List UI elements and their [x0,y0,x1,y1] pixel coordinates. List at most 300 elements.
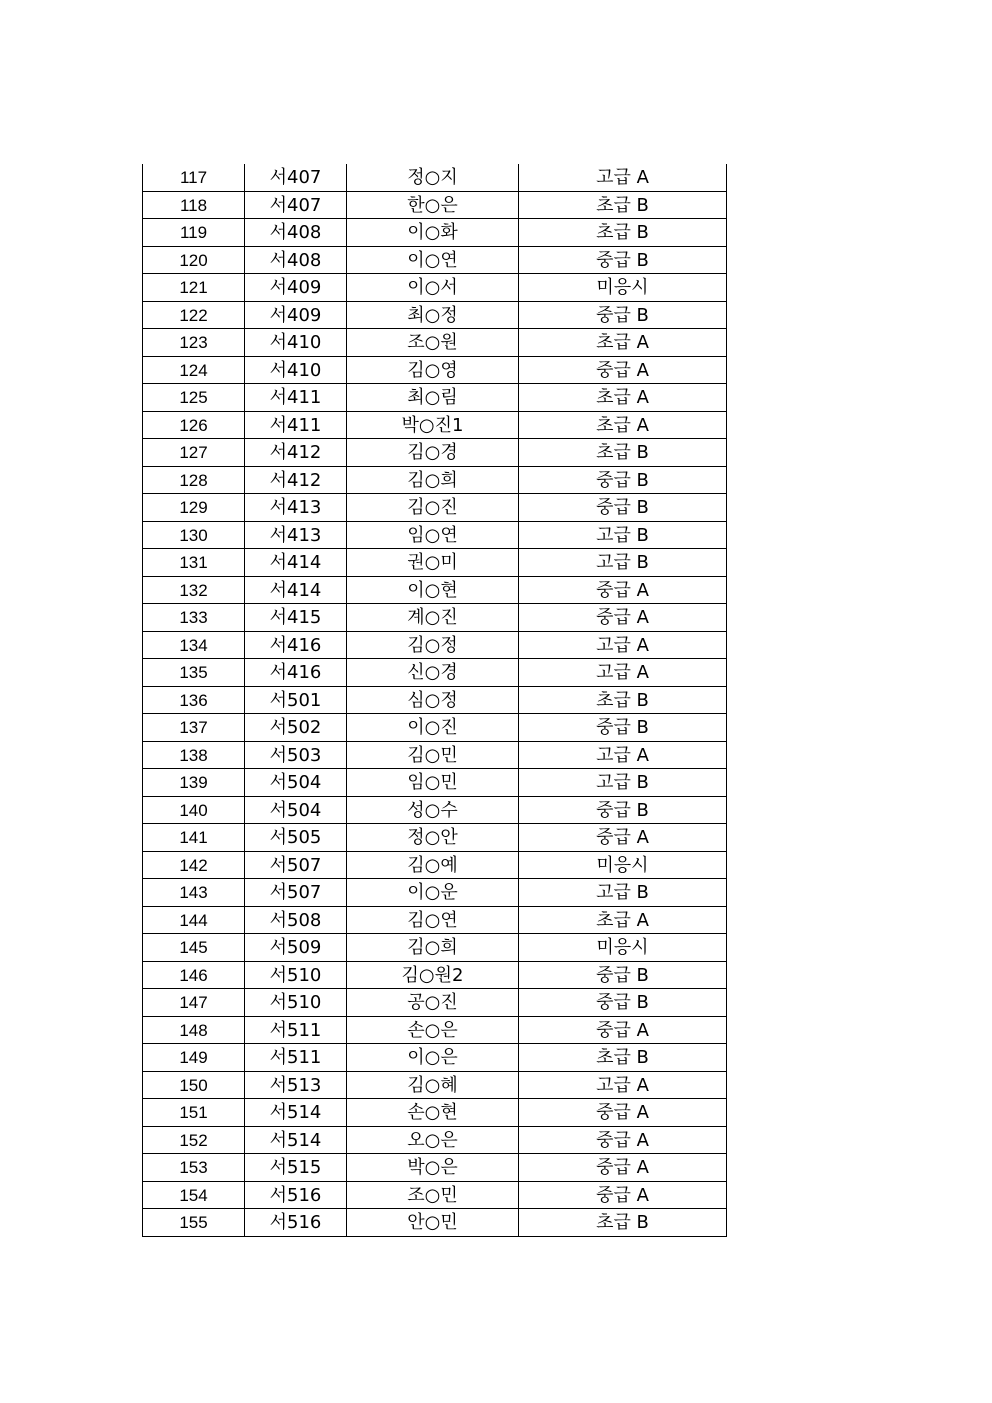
name-cell [347,411,519,439]
level-cell-text: 미응시 [596,277,649,299]
row-number-cell [143,191,245,219]
row-number-cell-text: 122 [179,305,208,325]
room-cell-text: 서516 [269,1184,322,1206]
room-cell-text: 서501 [269,689,322,711]
room-cell [245,521,347,549]
name-cell-text: 이○운 [407,882,458,904]
level-cell [519,989,727,1017]
name-cell-text: 이○서 [407,277,458,299]
row-number-cell [143,356,245,384]
room-cell [245,604,347,632]
table-row [143,466,727,494]
level-cell-text: 중급 B [596,497,649,519]
name-cell [347,329,519,357]
room-cell [245,796,347,824]
name-cell [347,466,519,494]
level-cell-text: 중급 A [596,359,649,381]
level-cell [519,604,727,632]
table-row [143,384,727,412]
level-cell-text: 중급 B [596,992,649,1014]
room-cell-text: 서410 [269,332,322,354]
name-cell [347,191,519,219]
room-cell [245,356,347,384]
row-number-cell [143,879,245,907]
row-number-cell-text: 154 [179,1185,208,1205]
room-cell-text: 서412 [269,442,322,464]
name-cell-text: 김○희 [407,469,458,491]
table-row [143,356,727,384]
room-cell-text: 서413 [269,497,322,519]
table-row [143,879,727,907]
room-cell [245,576,347,604]
room-cell [245,301,347,329]
room-cell [245,549,347,577]
name-cell-text: 한○은 [407,194,458,216]
name-cell-text: 김○민 [407,744,458,766]
row-number-cell-text: 140 [179,800,208,820]
row-number-cell-text: 119 [179,223,208,243]
name-cell [347,659,519,687]
name-cell-text: 임○연 [407,524,458,546]
row-number-cell-text: 142 [179,855,208,875]
name-cell-text: 김○예 [407,854,458,876]
table-row [143,796,727,824]
name-cell-text: 김○연 [407,909,458,931]
name-cell [347,934,519,962]
name-cell-text: 계○진 [407,607,458,629]
table-row [143,576,727,604]
name-cell [347,1071,519,1099]
row-number-cell-text: 126 [179,415,208,435]
room-cell [245,164,347,191]
row-number-cell-text: 134 [179,635,208,655]
level-cell-text: 중급 A [596,1019,649,1041]
row-number-cell [143,1071,245,1099]
name-cell-text: 김○영 [407,359,458,381]
level-cell [519,329,727,357]
name-cell-text: 신○경 [407,662,458,684]
name-cell [347,164,519,191]
row-number-cell [143,1181,245,1209]
room-cell-text: 서503 [269,744,322,766]
level-cell-text: 중급 A [596,1129,649,1151]
level-cell [519,521,727,549]
name-cell [347,1209,519,1237]
name-cell-text: 이○은 [407,1047,458,1069]
row-number-cell-text: 133 [179,608,208,628]
table-row [143,549,727,577]
row-number-cell [143,329,245,357]
level-cell-text: 미응시 [596,937,649,959]
name-cell [347,824,519,852]
room-cell [245,879,347,907]
table-row [143,439,727,467]
room-cell [245,769,347,797]
level-cell [519,384,727,412]
level-cell [519,439,727,467]
room-cell-text: 서508 [269,909,322,931]
row-number-cell-text: 150 [179,1075,208,1095]
level-cell-text: 고급 A [596,1074,649,1096]
table-row [143,1154,727,1182]
level-cell [519,1044,727,1072]
row-number-cell-text: 121 [179,278,208,298]
table-row [143,494,727,522]
row-number-cell-text: 151 [179,1103,208,1123]
row-number-cell [143,576,245,604]
room-cell [245,851,347,879]
name-cell-text: 손○은 [407,1019,458,1041]
name-cell-text: 최○림 [407,387,458,409]
room-cell-text: 서409 [269,277,322,299]
level-cell-text: 중급 B [596,964,649,986]
level-cell-text: 초급 B [596,194,649,216]
level-cell [519,576,727,604]
room-cell-text: 서507 [269,854,322,876]
row-number-cell-text: 148 [179,1020,208,1040]
level-cell-text: 초급 A [596,414,649,436]
name-cell-text: 김○정 [407,634,458,656]
row-number-cell-text: 138 [179,745,208,765]
row-number-cell-text: 152 [179,1130,208,1150]
name-cell [347,274,519,302]
row-number-cell-text: 127 [179,443,208,463]
level-cell [519,714,727,742]
level-cell-text: 고급 B [596,524,649,546]
name-cell-text: 정○안 [407,827,458,849]
room-cell-text: 서515 [269,1157,322,1179]
row-number-cell-text: 145 [179,938,208,958]
table-row [143,1209,727,1237]
room-cell [245,329,347,357]
level-cell-text: 고급 B [596,882,649,904]
name-cell [347,356,519,384]
room-cell [245,219,347,247]
room-cell-text: 서509 [269,937,322,959]
level-cell [519,796,727,824]
table-row [143,411,727,439]
row-number-cell-text: 153 [179,1158,208,1178]
row-number-cell [143,769,245,797]
room-cell [245,961,347,989]
row-number-cell-text: 139 [179,773,208,793]
room-cell-text: 서507 [269,882,322,904]
level-cell [519,906,727,934]
table-row [143,631,727,659]
level-cell-text: 초급 A [596,332,649,354]
row-number-cell-text: 118 [179,195,208,215]
table-row [143,274,727,302]
row-number-cell [143,1209,245,1237]
name-cell-text: 박○은 [407,1157,458,1179]
level-cell-text: 미응시 [596,854,649,876]
row-number-cell-text: 120 [179,250,208,270]
room-cell-text: 서510 [269,964,322,986]
name-cell-text: 이○연 [407,249,458,271]
room-cell [245,824,347,852]
name-cell [347,1044,519,1072]
row-number-cell [143,1126,245,1154]
room-cell-text: 서511 [269,1047,322,1069]
row-number-cell [143,1099,245,1127]
row-number-cell [143,906,245,934]
row-number-cell [143,1044,245,1072]
row-number-cell [143,824,245,852]
row-number-cell [143,301,245,329]
table-row [143,989,727,1017]
name-cell [347,219,519,247]
room-cell-text: 서513 [269,1074,322,1096]
room-cell [245,246,347,274]
level-cell [519,1071,727,1099]
level-cell [519,301,727,329]
level-cell [519,164,727,191]
level-cell-text: 초급 B [596,1212,649,1234]
room-cell [245,1016,347,1044]
name-cell [347,494,519,522]
level-cell-text: 중급 B [596,249,649,271]
level-cell-text: 초급 B [596,1047,649,1069]
level-cell [519,686,727,714]
name-cell [347,631,519,659]
row-number-cell [143,934,245,962]
level-cell [519,219,727,247]
level-cell [519,494,727,522]
room-cell [245,494,347,522]
name-cell [347,1154,519,1182]
level-cell-text: 고급 A [596,634,649,656]
row-number-cell [143,686,245,714]
table-row [143,741,727,769]
level-cell [519,769,727,797]
name-cell [347,1126,519,1154]
row-number-cell [143,466,245,494]
name-cell-text: 김○경 [407,442,458,464]
name-cell-text: 최○정 [407,304,458,326]
level-cell [519,851,727,879]
name-cell-text: 이○화 [407,222,458,244]
name-cell-text: 조○원 [407,332,458,354]
level-cell [519,1126,727,1154]
room-cell-text: 서410 [269,359,322,381]
name-cell [347,384,519,412]
level-cell [519,1154,727,1182]
table-row [143,604,727,632]
room-cell-text: 서415 [269,607,322,629]
name-cell-text: 이○현 [407,579,458,601]
row-number-cell-text: 147 [179,993,208,1013]
row-number-cell-text: 130 [179,525,208,545]
level-cell-text: 중급 B [596,717,649,739]
room-cell [245,191,347,219]
row-number-cell-text: 149 [179,1048,208,1068]
level-cell-text: 중급 A [596,827,649,849]
room-cell [245,741,347,769]
name-cell [347,301,519,329]
name-cell [347,906,519,934]
room-cell-text: 서416 [269,634,322,656]
level-cell [519,411,727,439]
table-row [143,1099,727,1127]
level-cell-text: 고급 A [596,662,649,684]
row-number-cell [143,494,245,522]
table-row [143,769,727,797]
row-number-cell-text: 123 [179,333,208,353]
name-cell-text: 김○진 [407,497,458,519]
table-row [143,1181,727,1209]
name-cell-text: 손○현 [407,1102,458,1124]
row-number-cell [143,1154,245,1182]
row-number-cell [143,411,245,439]
name-cell-text: 권○미 [407,552,458,574]
room-cell-text: 서411 [269,387,322,409]
name-cell [347,741,519,769]
name-cell [347,549,519,577]
table-row [143,164,727,191]
name-cell-text: 심○정 [407,689,458,711]
name-cell [347,769,519,797]
room-cell [245,631,347,659]
table-row [143,301,727,329]
level-cell [519,356,727,384]
row-number-cell-text: 141 [179,828,208,848]
name-cell [347,604,519,632]
name-cell [347,879,519,907]
level-cell-text: 중급 A [596,579,649,601]
level-cell [519,1209,727,1237]
level-cell [519,659,727,687]
row-number-cell-text: 117 [179,168,208,188]
room-cell-text: 서514 [269,1129,322,1151]
name-cell-text: 공○진 [407,992,458,1014]
room-cell [245,1126,347,1154]
name-cell [347,246,519,274]
row-number-cell-text: 128 [179,470,208,490]
room-cell-text: 서516 [269,1212,322,1234]
name-cell-text: 김○혜 [407,1074,458,1096]
room-cell [245,686,347,714]
level-cell [519,246,727,274]
room-cell-text: 서504 [269,772,322,794]
name-cell [347,714,519,742]
table-row [143,961,727,989]
level-cell-text: 중급 B [596,799,649,821]
row-number-cell-text: 136 [179,690,208,710]
room-cell-text: 서511 [269,1019,322,1041]
level-cell-text: 중급 A [596,1184,649,1206]
level-cell-text: 초급 B [596,222,649,244]
level-cell [519,631,727,659]
row-number-cell-text: 135 [179,663,208,683]
level-cell [519,191,727,219]
level-cell-text: 중급 B [596,304,649,326]
row-number-cell [143,219,245,247]
level-cell [519,1181,727,1209]
name-cell-text: 조○민 [407,1184,458,1206]
row-number-cell-text: 124 [179,360,208,380]
room-cell-text: 서502 [269,717,322,739]
row-number-cell [143,989,245,1017]
level-cell [519,934,727,962]
level-cell [519,824,727,852]
room-cell [245,934,347,962]
room-cell-text: 서504 [269,799,322,821]
room-cell [245,274,347,302]
row-number-cell [143,274,245,302]
room-cell [245,1154,347,1182]
level-cell-text: 초급 A [596,909,649,931]
room-cell-text: 서414 [269,552,322,574]
room-cell-text: 서407 [269,194,322,216]
name-cell [347,1181,519,1209]
row-number-cell [143,714,245,742]
room-cell-text: 서413 [269,524,322,546]
name-cell [347,439,519,467]
level-cell-text: 고급 B [596,772,649,794]
row-number-cell [143,384,245,412]
row-number-cell [143,1016,245,1044]
level-cell [519,274,727,302]
name-cell [347,961,519,989]
name-cell-text: 이○진 [407,717,458,739]
row-number-cell [143,851,245,879]
room-cell [245,439,347,467]
name-cell [347,1016,519,1044]
row-number-cell-text: 137 [179,718,208,738]
row-number-cell-text: 131 [179,553,208,573]
room-cell-text: 서407 [269,167,322,189]
name-cell-text: 임○민 [407,772,458,794]
row-number-cell-text: 146 [179,965,208,985]
room-cell-text: 서409 [269,304,322,326]
level-cell-text: 고급 A [596,744,649,766]
room-cell-text: 서510 [269,992,322,1014]
results-table-body [143,164,727,1236]
level-cell [519,879,727,907]
level-cell [519,1016,727,1044]
room-cell-text: 서408 [269,222,322,244]
room-cell-text: 서414 [269,579,322,601]
row-number-cell-text: 143 [179,883,208,903]
name-cell [347,851,519,879]
level-cell-text: 고급 B [596,552,649,574]
room-cell [245,906,347,934]
row-number-cell [143,604,245,632]
name-cell [347,1099,519,1127]
table-row [143,686,727,714]
name-cell [347,686,519,714]
name-cell-text: 안○민 [407,1212,458,1234]
row-number-cell-text: 125 [179,388,208,408]
level-cell [519,466,727,494]
row-number-cell [143,439,245,467]
room-cell [245,1099,347,1127]
room-cell [245,714,347,742]
results-table [142,164,727,1237]
room-cell [245,1181,347,1209]
row-number-cell [143,246,245,274]
name-cell [347,796,519,824]
room-cell [245,1209,347,1237]
table-row [143,1071,727,1099]
table-row [143,714,727,742]
level-cell [519,961,727,989]
level-cell-text: 중급 A [596,1157,649,1179]
table-row [143,191,727,219]
level-cell [519,549,727,577]
room-cell-text: 서408 [269,249,322,271]
row-number-cell-text: 144 [179,910,208,930]
